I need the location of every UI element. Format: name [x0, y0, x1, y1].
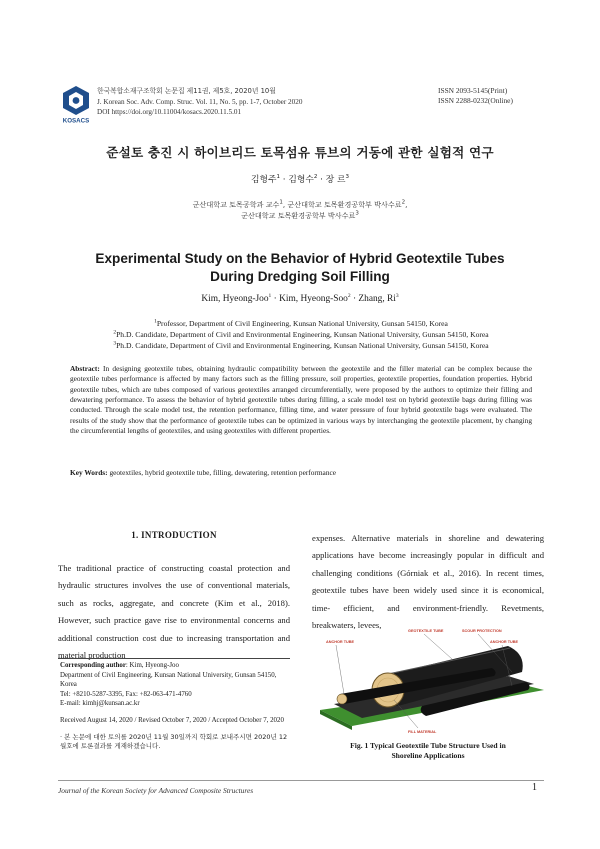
author-separator: ·: [282, 175, 286, 185]
journal-header: [97, 86, 302, 118]
affil-sup-3: 3: [355, 210, 359, 217]
korean-affil-3: 군산대학교 토목환경공학부 박사수료: [241, 210, 356, 220]
affil-sup-1: 1: [279, 199, 283, 206]
author-separator: ·: [352, 294, 357, 304]
eng-author-sup-1: 1: [268, 292, 272, 299]
journal-korean-line: 한국복합소재구조학회 논문집 제11권, 제5호, 2020년 10월: [97, 87, 276, 95]
english-title-line-1: Experimental Study on the Behavior of Hybrid Geotextile Tubes: [95, 251, 505, 266]
eng-author-sup-3: 3: [395, 292, 399, 299]
issn-print: ISSN 2093-5145(Print): [438, 86, 508, 95]
english-title-line-2: During Dredging Soil Filling: [210, 268, 390, 284]
english-affiliations: [58, 319, 544, 351]
english-author-1: Kim, Hyeong-Joo: [201, 294, 269, 304]
section-heading-introduction: 1. INTRODUCTION: [131, 530, 217, 540]
footer-journal-name: Journal of the Korean Society for Advanced Composite Structures: [58, 786, 254, 795]
footnote-divider: [58, 658, 290, 659]
corresponding-label: Corresponding author: [60, 662, 126, 669]
corresponding-name: : Kim, Hyeong-Joo: [125, 662, 179, 669]
label-fill-material: FILL MATERIAL: [408, 730, 437, 734]
author-sup-3: 3: [345, 174, 350, 181]
keywords: [70, 468, 532, 478]
label-scour-protection: SCOUR PROTECTION: [462, 629, 502, 633]
affil-sup-2: 2: [401, 199, 406, 206]
geotextile-tube-figure: [312, 624, 544, 736]
intro-right-column: expenses. Alternative materials in shoreline and dewatering applications have become increasingly popular in difficult and challenging conditions (Górniak et al., 2016). In recent times, geotextile tubes have been widely used since it is economical, time- efficient, and environment-friendly. Revetments, breakwaters, levees,: [312, 533, 544, 631]
issn-block: [438, 86, 513, 105]
author-separator: ·: [273, 294, 277, 304]
abstract-text: In designing geotextile tubes, obtaining hydraulic compatibility between the geotextile and the filler material can be complex because the geotextile tubes performance is affected by many factors such as the filling pressure, soil properties, geotextile properties, foundation properties. Hybrid geotextile tubes, which are tubes composed of various geotextiles arranged circumferentially, were proposed by the authors to optimize their filling and dewatering performance. To assess the behavior of hybrid geotextile tubes during filling, a scale model test on hybrid geotextile bags during filling was conducted. Through the scale model test, the retention performance, filling time, and water pressure of four hybrid geotextile bags were evaluated. The results of the study show that the performance of geotextile tubes can be optimized in various ways by interchanging the geotextile placement, by changing the circumferential lengths of geotextiles, and using geotextiles with different properties.: [70, 364, 532, 436]
doi-link[interactable]: DOI https://doi.org/10.11004/kosacs.2020.11.5.01: [97, 108, 242, 116]
keywords-label: Key Words:: [70, 468, 108, 477]
intro-left-column: The traditional practice of constructing coastal protection and hydraulic structures involves the use of conventional materials, such as rocks, aggregate, and concrete (Kim et al., 2018). However, such practice gave rise to environmental concerns and additional construction cost due to increasing transportation and material production: [58, 563, 290, 661]
author-separator: ·: [320, 175, 323, 185]
footnote-korean-note: · 본 논문에 대한 토의를 2020년 11월 30일까지 학회로 보내주시면 2020년 12월호에 토론결과를 게재하겠습니다.: [60, 732, 288, 750]
abstract-label: Abstract:: [70, 364, 100, 373]
english-authors: [0, 294, 600, 304]
label-anchor-tube-left: ANCHOR TUBE: [326, 640, 355, 644]
footnote-received: Received August 14, 2020 / Revised October 7, 2020 / Accepted October 7, 2020: [60, 716, 284, 724]
english-affil-2: $^2$Ph.D. Candidate, Department of Civil and Environmental Engineering, Kunsan National University, Gunsan 54150, Korea: [113, 329, 489, 339]
english-author-2: Kim, Hyeong-Soo: [279, 294, 348, 304]
english-affil-1: $^1$Professor, Department of Civil Engineering, Kunsan National University, Gunsan 54150, Korea: [154, 318, 448, 328]
footer-divider: [58, 780, 544, 781]
korean-author-3: 장 르: [325, 175, 346, 185]
figure-caption-line-2: Shoreline Applications: [391, 751, 465, 760]
issn-online: ISSN 2288-0232(Online): [438, 95, 513, 105]
korean-author-2: 김형수: [288, 175, 314, 185]
korean-authors: [0, 172, 600, 185]
eng-affil-sup-1: 1: [154, 318, 157, 325]
footnote-email[interactable]: E-mail: kimhj@kunsan.ac.kr: [60, 700, 140, 708]
korean-affil-1: 군산대학교 토목공학과 교수: [192, 200, 280, 209]
label-geotextile-tube: GEOTEXTILE TUBE: [408, 629, 444, 633]
keywords-text: geotextiles, hybrid geotextile tube, filling, dewatering, retention performance: [109, 468, 337, 477]
corresponding-author-footnote: [60, 661, 292, 751]
english-affil-3: $^3$Ph.D. Candidate, Department of Civil and Environmental Engineering, Kunsan National University, Gunsan 54150, Korea: [113, 340, 489, 350]
logo-text: KOSACS: [62, 117, 90, 124]
label-anchor-tube-right: ANCHOR TUBE: [490, 640, 519, 644]
english-title: [0, 250, 600, 285]
author-sup-2: 2: [313, 174, 318, 181]
eng-author-sup-2: 2: [347, 292, 351, 299]
page-number: 1: [532, 782, 537, 793]
korean-title: 준설토 충진 시 하이브리드 토목섬유 튜브의 거동에 관한 실험적 연구: [106, 145, 494, 160]
eng-affil-sup-3: 3: [113, 340, 117, 347]
figure-caption-line-1: Fig. 1 Typical Geotextile Tube Structure Used in: [350, 741, 506, 750]
journal-english-line: J. Korean Soc. Adv. Comp. Struc. Vol. 11, No. 5, pp. 1-7, October 2020: [97, 97, 303, 106]
korean-author-1: 김형주: [250, 175, 277, 185]
eng-affil-sup-2: 2: [113, 329, 117, 336]
figure-caption: [312, 741, 544, 761]
author-sup-1: 1: [276, 174, 280, 181]
abstract: [70, 364, 532, 436]
footnote-tel: Tel: +8210-5287-3395, Fax: +82-063-471-4760: [60, 690, 192, 698]
korean-affiliations: 군산대학교 토목공학과 교수$^1$, 군산대학교 토목환경공학부 박사수료$^2$, 군산대학교 토목환경공학부 박사수료$^3$: [192, 199, 408, 220]
korean-affil-2: 군산대학교 토목환경공학부 박사수료: [287, 200, 402, 209]
english-author-3: Zhang, Ri: [358, 294, 396, 304]
kosacs-logo: [58, 84, 94, 124]
footnote-department: Department of Civil Engineering, Kunsan National University, Gunsan 54150, Korea: [60, 671, 277, 689]
